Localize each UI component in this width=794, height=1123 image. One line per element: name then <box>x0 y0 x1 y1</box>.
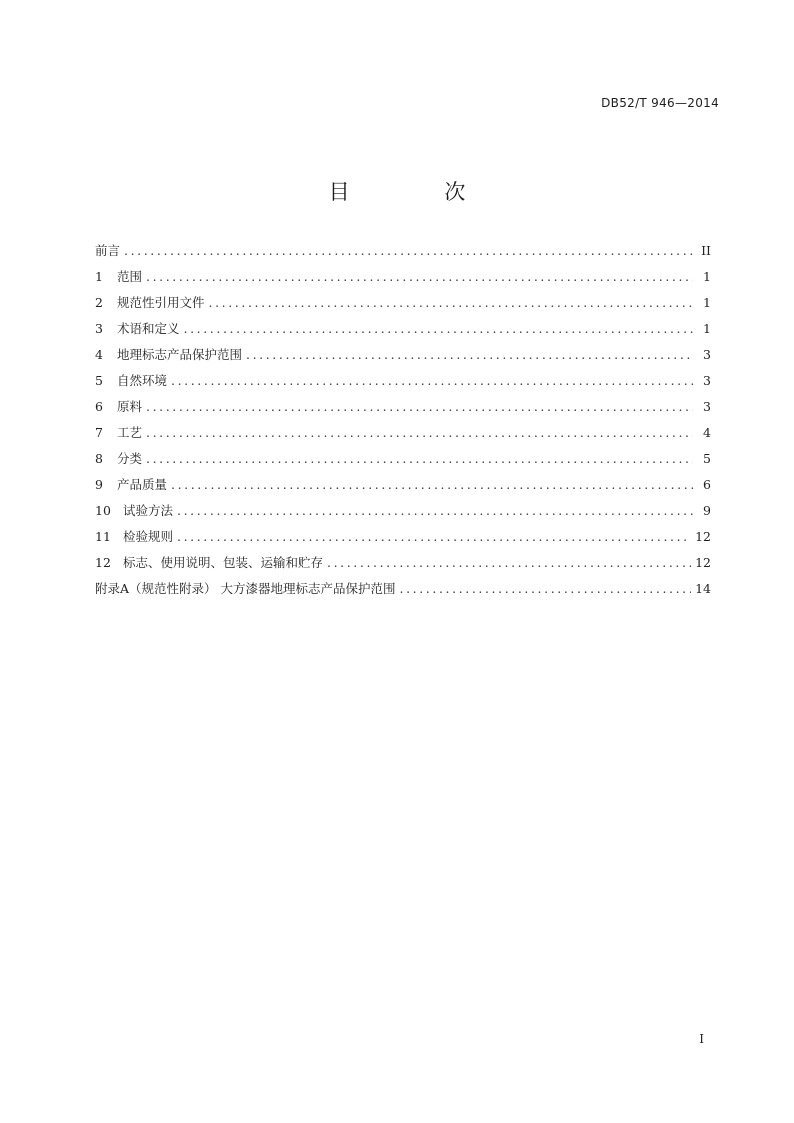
toc-dot-leader <box>171 472 693 498</box>
toc-dot-leader <box>400 576 692 602</box>
toc-entry-page: 1 <box>703 321 711 336</box>
toc-entry-page: 1 <box>703 295 711 310</box>
toc-title: 目 次 <box>328 180 510 204</box>
toc-dot-leader <box>246 342 693 368</box>
toc-entry-number: 1 <box>95 269 103 284</box>
toc-entry-3[interactable] <box>95 316 711 342</box>
toc-dot-leader <box>146 394 693 420</box>
toc-entry-text: 地理标志产品保护范围 <box>117 347 243 362</box>
toc-entry-1[interactable] <box>95 264 711 290</box>
toc-entry-text: 自然环境 <box>117 373 168 388</box>
toc-entry-page: 3 <box>703 399 711 414</box>
toc-entry-appendix-a[interactable] <box>95 576 711 602</box>
toc-entry-text: 前言 <box>95 243 121 258</box>
toc-entry-number: 6 <box>95 399 103 414</box>
toc-entry-number: 11 <box>95 529 111 544</box>
toc-entry-text: 分类 <box>117 451 143 466</box>
toc-entry-page: II <box>701 243 711 258</box>
toc-dot-leader <box>171 368 693 394</box>
toc-entry-4[interactable] <box>95 342 711 368</box>
toc-entry-page: 14 <box>695 581 711 596</box>
toc-entry-page: 3 <box>703 347 711 362</box>
toc-entry-page: 4 <box>703 425 711 440</box>
toc-entry-10[interactable] <box>95 498 711 524</box>
toc-entry-page: 9 <box>703 503 711 518</box>
toc-entry-11[interactable] <box>95 524 711 550</box>
page-number: I <box>699 1032 704 1046</box>
toc-entry-9[interactable] <box>95 472 711 498</box>
toc-entry-page: 1 <box>703 269 711 284</box>
toc-entry-text: 标志、使用说明、包装、运输和贮存 <box>123 555 324 570</box>
toc-dot-leader <box>146 420 693 446</box>
toc-dot-leader <box>146 264 693 290</box>
toc-entry-6[interactable] <box>95 394 711 420</box>
toc-entry-number: 3 <box>95 321 103 336</box>
toc-entry-text: 检验规则 <box>123 529 174 544</box>
toc-entry-2[interactable] <box>95 290 711 316</box>
toc-entry-8[interactable] <box>95 446 711 472</box>
toc-entry-5[interactable] <box>95 368 711 394</box>
toc-entry-number: 8 <box>95 451 103 466</box>
toc-entry-number: 5 <box>95 373 103 388</box>
toc-entry-page: 12 <box>695 529 711 544</box>
toc-entry-page: 5 <box>703 451 711 466</box>
toc-entry-text: 工艺 <box>117 425 143 440</box>
toc-entry-number: 12 <box>95 555 111 570</box>
toc-entry-page: 6 <box>703 477 711 492</box>
toc-entry-number: 10 <box>95 503 111 518</box>
toc-entry-page: 12 <box>695 555 711 570</box>
toc-dot-leader <box>146 446 693 472</box>
table-of-contents <box>95 238 711 602</box>
toc-dot-leader <box>124 238 693 264</box>
toc-entry-text: 产品质量 <box>117 477 168 492</box>
toc-entry-text: 附录A（规范性附录） 大方漆器地理标志产品保护范围 <box>95 581 396 596</box>
toc-entry-text: 原料 <box>117 399 143 414</box>
toc-entry-text: 试验方法 <box>123 503 174 518</box>
toc-entry-number: 7 <box>95 425 103 440</box>
toc-entry-7[interactable] <box>95 420 711 446</box>
toc-entry-12[interactable] <box>95 550 711 576</box>
toc-dot-leader <box>184 316 693 342</box>
toc-dot-leader <box>177 524 691 550</box>
toc-entry-foreword[interactable] <box>95 238 711 264</box>
toc-dot-leader <box>209 290 693 316</box>
document-code: DB52/T 946—2014 <box>601 96 719 110</box>
toc-entry-number: 4 <box>95 347 103 362</box>
toc-entry-number: 9 <box>95 477 103 492</box>
toc-entry-text: 范围 <box>117 269 143 284</box>
toc-dot-leader <box>177 498 693 524</box>
toc-entry-page: 3 <box>703 373 711 388</box>
toc-entry-text: 术语和定义 <box>117 321 180 336</box>
toc-entry-text: 规范性引用文件 <box>117 295 205 310</box>
toc-dot-leader <box>327 550 691 576</box>
toc-entry-number: 2 <box>95 295 103 310</box>
